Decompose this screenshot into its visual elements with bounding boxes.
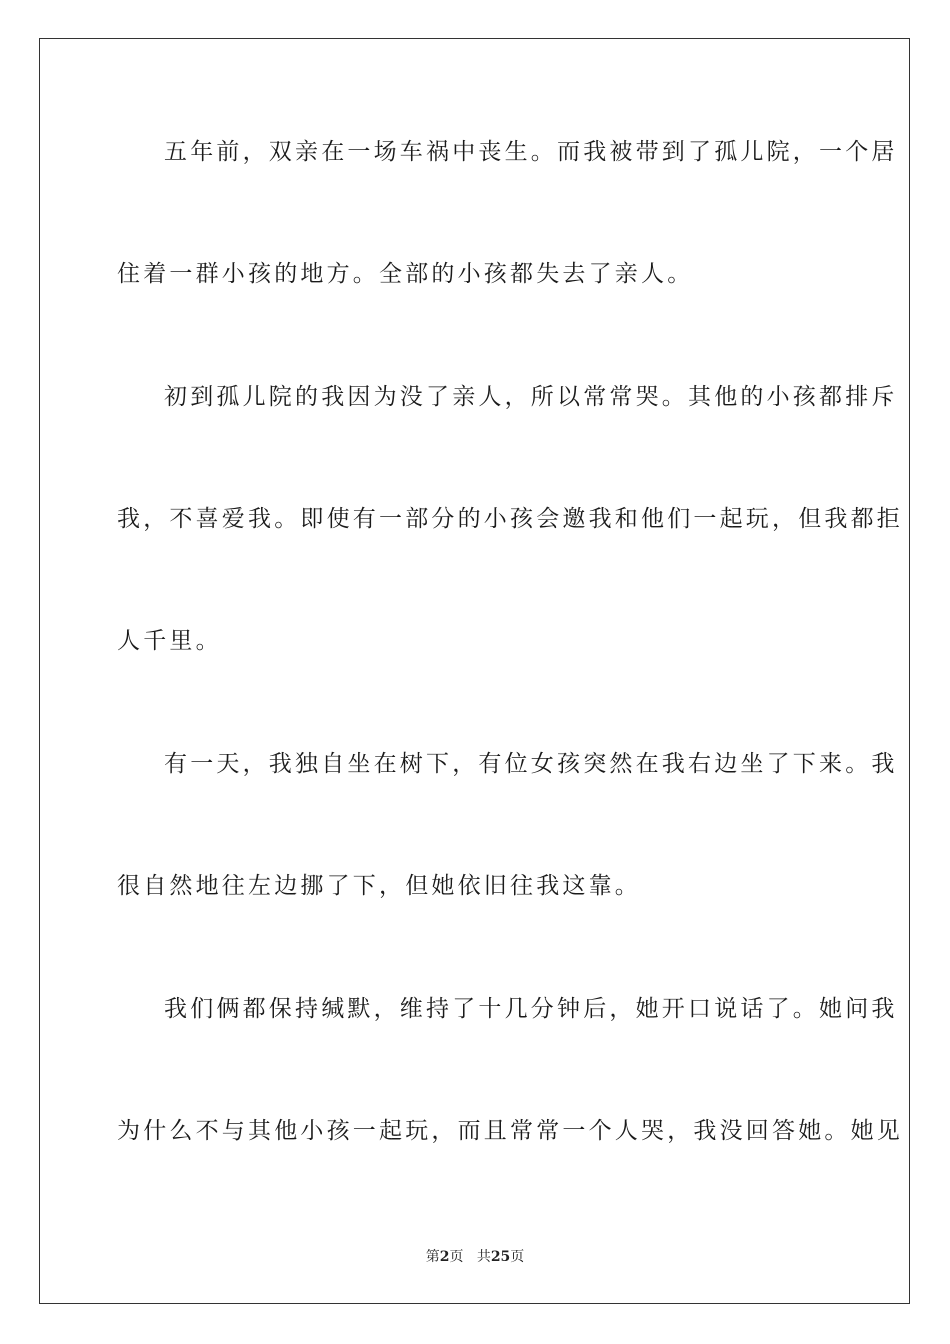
- footer-page-prefix: 第: [425, 1249, 440, 1265]
- paragraph-3-line-2: 很自然地往左边挪了下，但她依旧往我这靠。: [117, 873, 641, 899]
- footer-total-suffix: 页: [510, 1249, 525, 1265]
- footer-total-prefix: 共: [476, 1249, 491, 1265]
- paragraph-2-line-3: 人千里。: [117, 628, 222, 654]
- paragraph-1-line-2: 住着一群小孩的地方。全部的小孩都失去了亲人。: [117, 261, 694, 287]
- paragraph-1-line-1: 五年前，双亲在一场车祸中丧生。而我被带到了孤儿院，一个居: [164, 139, 898, 165]
- footer-total-pages: 25: [490, 1249, 511, 1265]
- page-footer: [0, 1248, 950, 1266]
- paragraph-2-line-2: 我，不喜爱我。即使有一部分的小孩会邀我和他们一起玩，但我都拒: [117, 506, 903, 532]
- paragraph-4-line-1: 我们俩都保持缄默，维持了十几分钟后，她开口说话了。她问我: [164, 996, 898, 1022]
- paragraph-2-line-1: 初到孤儿院的我因为没了亲人，所以常常哭。其他的小孩都排斥: [164, 384, 898, 410]
- footer-page-number: 2: [439, 1249, 450, 1265]
- paragraph-4-line-2: 为什么不与其他小孩一起玩，而且常常一个人哭，我没回答她。她见: [117, 1118, 903, 1144]
- footer-page-suffix: 页: [449, 1249, 464, 1265]
- page-frame: [39, 38, 910, 1304]
- paragraph-3-line-1: 有一天，我独自坐在树下，有位女孩突然在我右边坐了下来。我: [164, 751, 898, 777]
